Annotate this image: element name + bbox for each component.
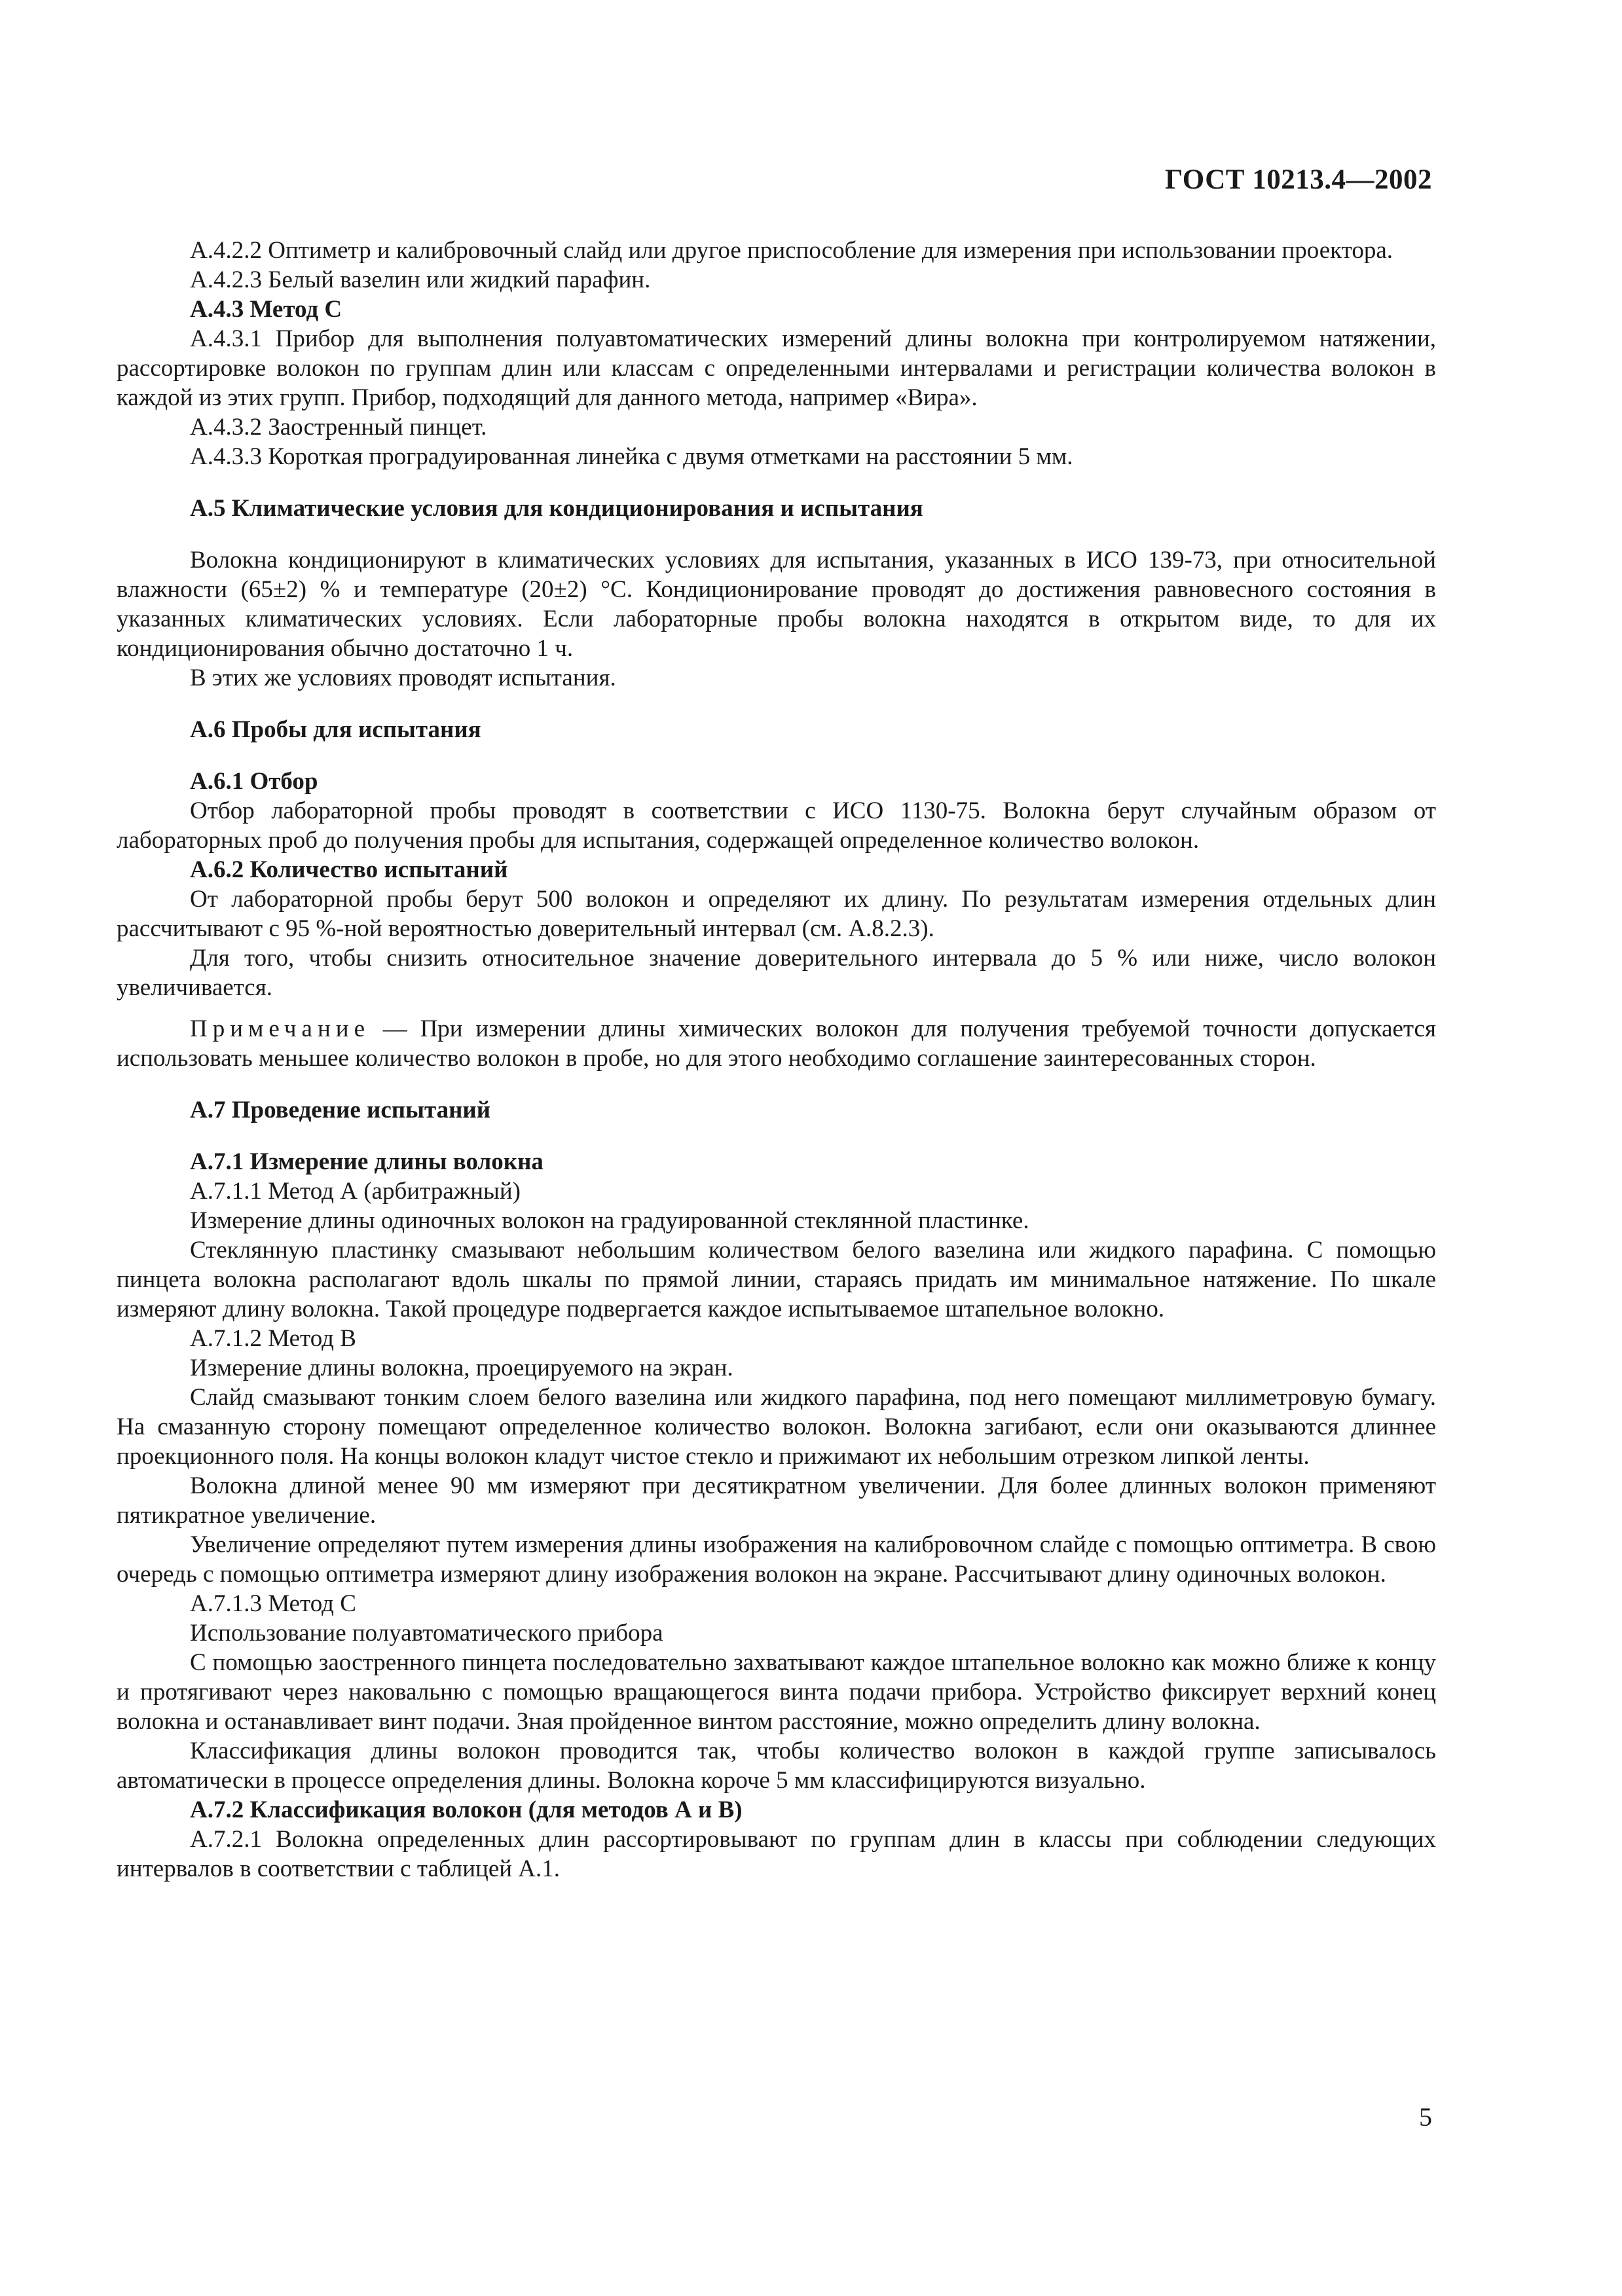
paragraph: А.4.2.2 Оптиметр и калибровочный слайд или другое приспособление для измерения при использовании проектора. [190,237,1393,264]
section-heading: А.5 Климатические условия для кондиционирования и испытания [190,495,923,522]
paragraph: Увеличение определяют путем измерения длины изображения на калибровочном слайде с помощью оптиметра. В свою очередь с помощью оптиметра измеряют длину изображения волокон на экране. Рассчитывают длину одиночных волокон. [117,1531,1436,1588]
section-heading: А.6 Пробы для испытания [190,716,481,743]
subsection-heading: А.7.1 Измерение длины волокна [190,1148,544,1175]
paragraph: А.4.3.3 Короткая проградуированная линейка с двумя отметками на расстоянии 5 мм. [190,443,1073,470]
section-heading: А.7 Проведение испытаний [190,1097,491,1123]
page-number: 5 [1419,2102,1432,2132]
subsection-heading: А.6.2 Количество испытаний [190,856,508,883]
paragraph: А.4.2.3 Белый вазелин или жидкий парафин. [190,266,651,293]
paragraph: Стеклянную пластинку смазывают небольшим количеством белого вазелина или жидкого парафина. С помощью пинцета волокна располагают вдоль шкалы по прямой линии, стараясь придать им минимальное натяжение. По шкале измеряют длину волокна. Такой процедуре подвергается каждое испытываемое штапельное волокно. [117,1237,1436,1322]
paragraph: Использование полуавтоматического прибора [190,1620,663,1647]
subsection-heading: А.6.1 Отбор [190,768,318,795]
paragraph: Измерение длины волокна, проецируемого на экран. [190,1355,733,1381]
paragraph: А.4.3.2 Заостренный пинцет. [190,414,487,441]
paragraph: Слайд смазывают тонким слоем белого вазелина или жидкого парафина, под него помещают миллиметровую бумагу. На смазанную сторону помещают определенное количество волокон. Волокна загибают, если они оказываются длиннее проекционного поля. На концы волокон кладут чистое стекло и прижимают их небольшим отрезком липкой ленты. [117,1384,1436,1470]
paragraph: Измерение длины одиночных волокон на градуированной стеклянной пластинке. [190,1207,1029,1234]
paragraph: Классификация длины волокон проводится так, чтобы количество волокон в каждой группе записывалось автоматически в процессе определения длины. Волокна короче 5 мм классифицируются визуально. [117,1738,1436,1794]
subsection-heading: А.4.3 Метод С [190,296,342,323]
paragraph: А.7.2.1 Волокна определенных длин рассортировывают по группам длин в классы при соблюдении следующих интервалов в соответствии с таблицей А.1. [117,1826,1436,1882]
paragraph: А.7.1.2 Метод В [190,1325,356,1352]
document-header: ГОСТ 10213.4—2002 [1165,164,1432,195]
paragraph: Волокна длиной менее 90 мм измеряют при десятикратном увеличении. Для более длинных волокон применяют пятикратное увеличение. [117,1472,1436,1529]
paragraph: Для того, чтобы снизить относительное значение доверительного интервала до 5 % или ниже, число волокон увеличивается. [117,945,1436,1001]
note-text: — При измерении длины химических волокон для получения требуемой точности допускается использовать меньшее количество волокон в пробе, но для этого необходимо соглашение заинтересованных сторон. [117,1015,1436,1072]
paragraph: Волокна кондиционируют в климатических условиях для испытания, указанных в ИСО 139-73, при относительной влажности (65±2) % и температуре (20±2) °С. Кондиционирование проводят до достижения равновесного состояния в указанных климатических условиях. Если лабораторные пробы волокна находятся в открытом виде, то для их кондиционирования обычно достаточно 1 ч. [117,547,1436,662]
document-body [117,236,1436,1884]
paragraph: А.4.3.1 Прибор для выполнения полуавтоматических измерений длины волокна при контролируемом натяжении, рассортировке волокон по группам длин или классам с определенными интервалами и регистрации количества волокон в каждой из этих групп. Прибор, подходящий для данного метода, например «Вира». [117,325,1436,411]
paragraph: А.7.1.3 Метод С [190,1590,356,1617]
paragraph: Отбор лабораторной пробы проводят в соответствии с ИСО 1130-75. Волокна берут случайным образом от лабораторных проб до получения пробы для испытания, содержащей определенное количество волокон. [117,797,1436,854]
note [117,1014,1436,1073]
subsection-heading: А.7.2 Классификация волокон (для методов А и В) [190,1796,743,1823]
paragraph: От лабораторной пробы берут 500 волокон и определяют их длину. По результатам измерения отдельных длин рассчитывают с 95 %-ной вероятностью доверительный интервал (см. А.8.2.3). [117,886,1436,942]
paragraph: А.7.1.1 Метод А (арбитражный) [190,1178,521,1205]
paragraph: В этих же условиях проводят испытания. [190,665,616,691]
note-label: Примечание [190,1015,370,1042]
paragraph: С помощью заостренного пинцета последовательно захватывают каждое штапельное волокно как можно ближе к концу и протягивают через наковальню с помощью вращающегося винта подачи прибора. Устройство фиксирует верхний конец волокна и останавливает винт подачи. Зная пройденное винтом расстояние, можно определить длину волокна. [117,1649,1436,1735]
